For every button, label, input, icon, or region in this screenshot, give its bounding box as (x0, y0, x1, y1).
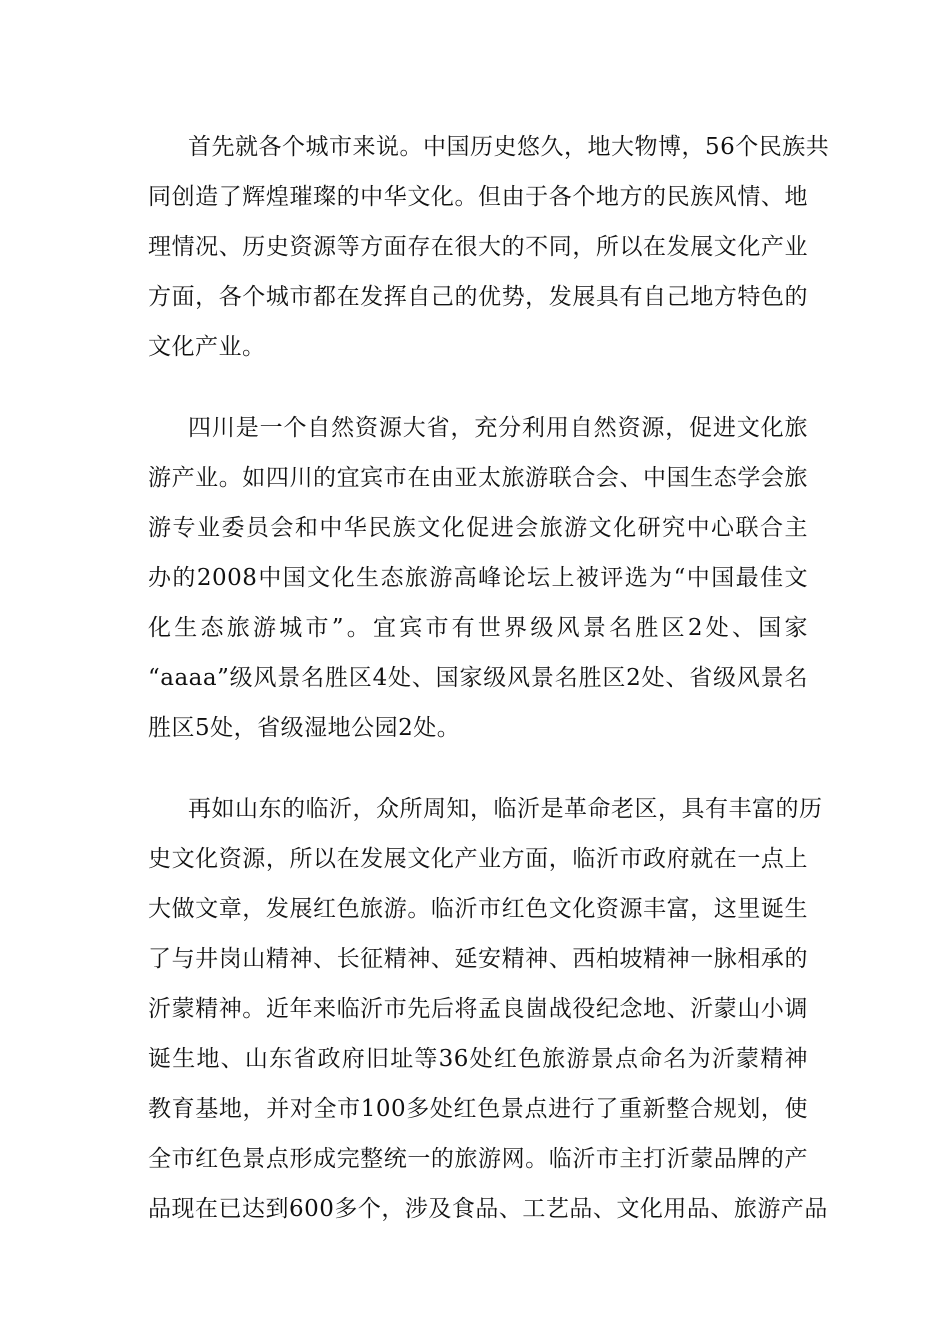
paragraph-linyi (148, 784, 828, 1234)
text-line: 四川是一个自然资源大省，充分利用自然资源，促进文化旅 (188, 415, 808, 441)
text-line: 全市红色景点形成完整统一的旅游网。临沂市主打沂蒙品牌的产 (148, 1146, 808, 1172)
text-line: “aaaa”级风景名胜区4处、国家级风景名胜区2处、省级风景名 (148, 665, 808, 691)
text-line: 游产业。如四川的宜宾市在由亚太旅游联合会、中国生态学会旅 (148, 465, 808, 491)
text-line: 沂蒙精神。近年来临沂市先后将孟良崮战役纪念地、沂蒙山小调 (148, 996, 808, 1022)
paragraph-spacer (148, 372, 808, 403)
paragraph-spacer (148, 753, 808, 784)
text-line: 诞生地、山东省政府旧址等36处红色旅游景点命名为沂蒙精神 (148, 1046, 808, 1072)
text-line: 了与井岗山精神、长征精神、延安精神、西柏坡精神一脉相承的 (148, 946, 808, 972)
text-line: 文化产业。 (148, 334, 266, 360)
text-line: 教育基地，并对全市100多处红色景点进行了重新整合规划，使 (148, 1096, 808, 1122)
text-line: 大做文章，发展红色旅游。临沂市红色文化资源丰富，这里诞生 (148, 896, 808, 922)
document-body (148, 122, 830, 1234)
paragraph-sichuan (148, 403, 808, 753)
text-line: 品现在已达到600多个，涉及食品、工艺品、文化用品、旅游产品 (148, 1196, 828, 1222)
text-line: 化生态旅游城市”。宜宾市有世界级风景名胜区2处、国家 (148, 615, 808, 641)
paragraph-cities (148, 122, 830, 372)
text-line: 首先就各个城市来说。中国历史悠久，地大物博，56个民族共 (188, 134, 830, 160)
text-line: 方面，各个城市都在发挥自己的优势，发展具有自己地方特色的 (148, 284, 808, 310)
text-line: 胜区5处，省级湿地公园2处。 (148, 715, 461, 741)
text-line: 同创造了辉煌璀璨的中华文化。但由于各个地方的民族风情、地 (148, 184, 808, 210)
text-line: 游专业委员会和中华民族文化促进会旅游文化研究中心联合主 (148, 515, 808, 541)
text-line: 办的2008中国文化生态旅游高峰论坛上被评选为“中国最佳文 (148, 565, 808, 591)
text-line: 再如山东的临沂，众所周知，临沂是革命老区，具有丰富的历 (188, 796, 823, 822)
text-line: 史文化资源，所以在发展文化产业方面，临沂市政府就在一点上 (148, 846, 808, 872)
text-line: 理情况、历史资源等方面存在很大的不同，所以在发展文化产业 (148, 234, 808, 260)
